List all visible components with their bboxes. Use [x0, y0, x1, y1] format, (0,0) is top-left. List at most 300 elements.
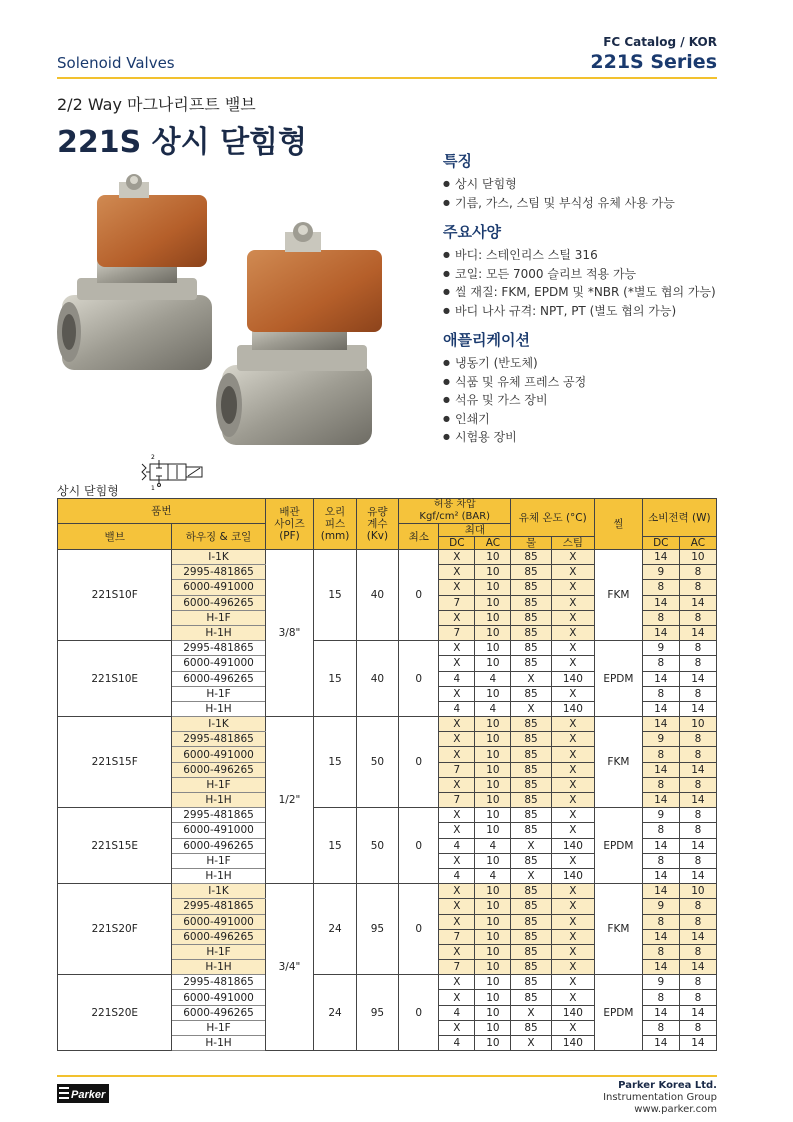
table-cell: 221S20F [58, 884, 172, 975]
table-cell: X [551, 884, 594, 899]
table-cell: X [551, 808, 594, 823]
table-cell: X [551, 641, 594, 656]
temp-header: 유체 온도 (°C) [511, 499, 595, 537]
table-cell: 14 [679, 960, 716, 975]
table-cell: X [551, 944, 594, 959]
table-cell: X [439, 641, 475, 656]
table-row [58, 641, 717, 656]
table-cell: 9 [642, 899, 679, 914]
table-cell: X [551, 899, 594, 914]
valve-symbol-icon [140, 450, 210, 492]
table-cell: 8 [642, 656, 679, 671]
spec-table [57, 498, 717, 1051]
table-cell: 10 [475, 656, 511, 671]
list-item: ● 코일: 모든 7000 슬리브 적용 가능 [443, 266, 743, 285]
table-cell: 8 [679, 732, 716, 747]
footer-divider [57, 1075, 717, 1077]
seal-header: 씰 [595, 499, 643, 550]
pressure-header: 허용 차압 Kgf/cm² (BAR) [399, 499, 511, 524]
table-cell: 40 [356, 550, 398, 641]
table-cell: 4 [439, 868, 475, 883]
list-item: ● 시험용 장비 [443, 429, 743, 448]
table-cell: 10 [475, 747, 511, 762]
table-cell: 85 [511, 960, 551, 975]
table-cell: 8 [642, 853, 679, 868]
table-cell: 0 [399, 884, 439, 975]
list-item: ● 식품 및 유체 프레스 공정 [443, 374, 743, 393]
table-cell: X [439, 610, 475, 625]
svg-text:Parker: Parker [71, 1089, 106, 1101]
table-cell: H-1H [172, 960, 265, 975]
table-cell: 85 [511, 641, 551, 656]
table-row [58, 717, 717, 732]
table-cell: 10 [679, 717, 716, 732]
table-cell: 15 [314, 808, 356, 884]
port-2-label: 2 [151, 454, 155, 461]
table-cell: H-1F [172, 853, 265, 868]
orifice-header: 오리 피스 (mm) [314, 499, 356, 550]
table-cell: X [551, 732, 594, 747]
table-cell: 85 [511, 595, 551, 610]
table-cell: 7 [439, 595, 475, 610]
table-cell: X [551, 656, 594, 671]
table-cell: 6000-496265 [172, 1005, 265, 1020]
table-cell: 10 [475, 1036, 511, 1051]
table-cell: H-1H [172, 868, 265, 883]
power-ac-header: AC [679, 537, 716, 550]
table-cell: 14 [642, 1036, 679, 1051]
table-cell: 2995-481865 [172, 641, 265, 656]
table-cell: EPDM [595, 808, 643, 884]
table-cell: FKM [595, 884, 643, 975]
table-cell: 10 [475, 944, 511, 959]
table-cell: FKM [595, 717, 643, 808]
table-cell: 14 [642, 717, 679, 732]
table-cell: 2995-481865 [172, 808, 265, 823]
table-cell: 8 [679, 990, 716, 1005]
table-cell: 14 [642, 960, 679, 975]
table-cell: 2995-481865 [172, 565, 265, 580]
table-cell: X [551, 595, 594, 610]
table-cell: 85 [511, 762, 551, 777]
table-cell: 15 [314, 717, 356, 808]
table-cell: 6000-491000 [172, 656, 265, 671]
table-cell: 10 [475, 884, 511, 899]
table-cell: 140 [551, 671, 594, 686]
table-cell: 8 [642, 1020, 679, 1035]
table-cell: 0 [399, 808, 439, 884]
table-cell: X [439, 550, 475, 565]
table-cell: X [551, 975, 594, 990]
list-item: ● 씰 재질: FKM, EPDM 및 *NBR (*별도 협의 가능) [443, 284, 743, 303]
table-cell: X [511, 671, 551, 686]
table-cell: I-1K [172, 717, 265, 732]
table-cell: 95 [356, 975, 398, 1051]
table-cell: 85 [511, 610, 551, 625]
table-cell: FKM [595, 550, 643, 641]
table-cell: 14 [642, 884, 679, 899]
table-cell: 10 [679, 884, 716, 899]
table-cell: 10 [475, 1005, 511, 1020]
table-cell: 10 [475, 960, 511, 975]
list-item: ● 상시 닫힘형 [443, 176, 743, 195]
table-cell: 3/8" [265, 550, 314, 717]
table-cell: 6000-491000 [172, 747, 265, 762]
table-cell: 6000-491000 [172, 914, 265, 929]
table-cell: 8 [679, 610, 716, 625]
table-cell: H-1H [172, 793, 265, 808]
table-cell: 8 [642, 990, 679, 1005]
table-cell: 14 [679, 762, 716, 777]
table-cell: 85 [511, 914, 551, 929]
table-cell: 10 [475, 717, 511, 732]
table-cell: 14 [679, 868, 716, 883]
table-cell: 4 [439, 838, 475, 853]
table-cell: 3/4" [265, 884, 314, 1051]
table-cell: 85 [511, 990, 551, 1005]
table-cell: 10 [679, 550, 716, 565]
table-cell: 8 [642, 823, 679, 838]
table-cell: X [551, 717, 594, 732]
table-cell: 10 [475, 990, 511, 1005]
table-cell: H-1F [172, 944, 265, 959]
table-cell: X [511, 868, 551, 883]
table-cell: 8 [679, 914, 716, 929]
table-cell: 6000-496265 [172, 762, 265, 777]
table-cell: 9 [642, 808, 679, 823]
table-cell: 4 [439, 701, 475, 716]
water-header: 물 [511, 537, 551, 550]
steam-header: 스팀 [551, 537, 594, 550]
table-cell: 40 [356, 641, 398, 717]
table-cell: X [439, 823, 475, 838]
table-cell: 7 [439, 929, 475, 944]
table-cell: 14 [679, 1005, 716, 1020]
table-cell: 10 [475, 823, 511, 838]
table-cell: 85 [511, 777, 551, 792]
table-cell: 14 [642, 838, 679, 853]
table-cell: 6000-496265 [172, 671, 265, 686]
table-cell: 8 [679, 808, 716, 823]
table-cell: 85 [511, 823, 551, 838]
table-cell: 15 [314, 550, 356, 641]
table-cell: X [439, 580, 475, 595]
features-heading: 특징 [443, 152, 472, 170]
table-cell: 8 [679, 823, 716, 838]
list-item: ● 석유 및 가스 장비 [443, 392, 743, 411]
table-cell: 10 [475, 914, 511, 929]
table-cell: 10 [475, 793, 511, 808]
table-cell: 140 [551, 868, 594, 883]
table-cell: X [439, 944, 475, 959]
features-list [443, 176, 743, 213]
table-cell: 85 [511, 717, 551, 732]
table-cell: X [551, 914, 594, 929]
table-cell: 0 [399, 975, 439, 1051]
table-cell: X [551, 1020, 594, 1035]
table-row [58, 884, 717, 899]
table-cell: 6000-491000 [172, 990, 265, 1005]
table-cell: X [511, 701, 551, 716]
table-cell: 6000-496265 [172, 929, 265, 944]
table-cell: X [551, 565, 594, 580]
group-name: Instrumentation Group [603, 1092, 717, 1103]
table-cell: 10 [475, 929, 511, 944]
table-cell: 14 [679, 793, 716, 808]
parker-logo [57, 1084, 109, 1103]
table-cell: 14 [642, 595, 679, 610]
table-cell: 10 [475, 853, 511, 868]
front-valve [216, 222, 382, 445]
table-cell: 50 [356, 717, 398, 808]
table-cell: 85 [511, 686, 551, 701]
table-cell: 8 [679, 747, 716, 762]
table-cell: X [439, 747, 475, 762]
rear-valve [57, 174, 212, 370]
table-cell: 221S15F [58, 717, 172, 808]
table-cell: X [439, 884, 475, 899]
table-cell: X [551, 929, 594, 944]
table-cell: 10 [475, 610, 511, 625]
table-cell: 14 [642, 868, 679, 883]
table-cell: 4 [475, 838, 511, 853]
table-cell: 8 [642, 914, 679, 929]
table-cell: X [439, 853, 475, 868]
table-cell: 85 [511, 929, 551, 944]
table-cell: X [439, 899, 475, 914]
table-cell: X [439, 717, 475, 732]
table-cell: 14 [642, 550, 679, 565]
applications-heading: 애플리케이션 [443, 331, 530, 349]
table-cell: 14 [642, 625, 679, 640]
table-cell: X [551, 625, 594, 640]
max-dc-header: DC [439, 537, 475, 550]
table-cell: 221S10F [58, 550, 172, 641]
page-subtitle: 2/2 Way 마그나리프트 밸브 [57, 95, 256, 114]
valve-header: 밸브 [58, 524, 172, 550]
table-cell: 85 [511, 899, 551, 914]
table-cell: X [551, 793, 594, 808]
specs-list [443, 247, 743, 321]
table-cell: 14 [642, 793, 679, 808]
table-cell: H-1H [172, 701, 265, 716]
footer-contact [603, 1080, 717, 1116]
list-item: ● 냉동기 (반도체) [443, 355, 743, 374]
series-label: 221S Series [590, 51, 717, 73]
table-cell: 140 [551, 838, 594, 853]
table-cell: 85 [511, 944, 551, 959]
table-cell: 7 [439, 762, 475, 777]
table-cell: X [439, 975, 475, 990]
table-cell: X [551, 777, 594, 792]
port-1-label: 1 [151, 485, 155, 492]
applications-list [443, 355, 743, 448]
max-header: 최대 [439, 524, 511, 537]
table-cell: X [551, 762, 594, 777]
table-cell: 14 [679, 671, 716, 686]
table-cell: 85 [511, 625, 551, 640]
table-cell: 85 [511, 580, 551, 595]
list-item: ● 바디: 스테인리스 스틸 316 [443, 247, 743, 266]
table-cell: 85 [511, 808, 551, 823]
table-cell: 221S15E [58, 808, 172, 884]
power-header: 소비전력 (W) [642, 499, 716, 537]
table-cell: 2995-481865 [172, 732, 265, 747]
table-cell: 4 [439, 1005, 475, 1020]
table-cell: 14 [679, 625, 716, 640]
table-cell: 8 [679, 580, 716, 595]
table-cell: 10 [475, 565, 511, 580]
table-cell: 8 [679, 565, 716, 580]
table-cell: 8 [679, 853, 716, 868]
table-cell: X [439, 565, 475, 580]
table-cell: 8 [679, 975, 716, 990]
table-cell: 10 [475, 641, 511, 656]
table-cell: 85 [511, 656, 551, 671]
table-cell: X [439, 656, 475, 671]
table-cell: 4 [475, 701, 511, 716]
table-cell: 221S20E [58, 975, 172, 1051]
table-cell: EPDM [595, 975, 643, 1051]
catalog-label: FC Catalog / KOR [603, 35, 717, 49]
table-cell: 8 [642, 610, 679, 625]
table-cell: 4 [439, 1036, 475, 1051]
list-item: ● 기름, 가스, 스팀 및 부식성 유체 사용 가능 [443, 195, 743, 214]
table-cell: 85 [511, 565, 551, 580]
table-cell: 14 [679, 929, 716, 944]
table-cell: X [439, 1020, 475, 1035]
table-cell: 9 [642, 975, 679, 990]
partno-header: 품번 [58, 499, 266, 524]
table-cell: 6000-491000 [172, 580, 265, 595]
table-cell: 10 [475, 808, 511, 823]
table-cell: 221S10E [58, 641, 172, 717]
table-cell: 140 [551, 1005, 594, 1020]
table-cell: X [551, 580, 594, 595]
table-cell: X [511, 1036, 551, 1051]
table-cell: X [551, 550, 594, 565]
table-cell: X [439, 686, 475, 701]
table-cell: X [551, 747, 594, 762]
table-cell: 10 [475, 595, 511, 610]
table-cell: H-1F [172, 1020, 265, 1035]
table-cell: X [439, 732, 475, 747]
company-name: Parker Korea Ltd. [618, 1080, 717, 1091]
table-cell: 8 [679, 686, 716, 701]
table-cell: X [511, 1005, 551, 1020]
table-cell: X [439, 777, 475, 792]
table-cell: EPDM [595, 641, 643, 717]
table-cell: X [551, 960, 594, 975]
table-cell: 10 [475, 762, 511, 777]
power-dc-header: DC [642, 537, 679, 550]
table-cell: 0 [399, 717, 439, 808]
table-cell: 85 [511, 732, 551, 747]
list-item: ● 인쇄기 [443, 411, 743, 430]
table-cell: 8 [642, 686, 679, 701]
table-cell: 10 [475, 580, 511, 595]
flow-header: 유량 계수 (Kv) [356, 499, 398, 550]
table-cell: 85 [511, 975, 551, 990]
table-cell: X [551, 823, 594, 838]
table-cell: X [439, 914, 475, 929]
table-row [58, 550, 717, 565]
table-cell: 10 [475, 732, 511, 747]
table-cell: X [551, 686, 594, 701]
website: www.parker.com [634, 1104, 717, 1115]
table-cell: H-1H [172, 625, 265, 640]
table-cell: 14 [642, 701, 679, 716]
features-panel [443, 150, 743, 456]
table-cell: 24 [314, 884, 356, 975]
table-cell: 6000-491000 [172, 823, 265, 838]
table-cell: 95 [356, 884, 398, 975]
table-cell: 14 [642, 929, 679, 944]
table-cell: 4 [475, 671, 511, 686]
table-cell: 9 [642, 641, 679, 656]
table-cell: H-1F [172, 686, 265, 701]
table-cell: 15 [314, 641, 356, 717]
table-cell: H-1H [172, 1036, 265, 1051]
table-cell: 9 [642, 565, 679, 580]
table-cell: 8 [679, 656, 716, 671]
table-cell: 8 [679, 641, 716, 656]
table-cell: 85 [511, 853, 551, 868]
table-cell: 6000-496265 [172, 838, 265, 853]
pipe-size-header: 배관 사이즈 (PF) [265, 499, 314, 550]
table-cell: 6000-496265 [172, 595, 265, 610]
table-cell: X [439, 808, 475, 823]
table-cell: X [551, 990, 594, 1005]
header-divider [57, 77, 717, 79]
table-cell: H-1F [172, 777, 265, 792]
table-cell: 8 [642, 777, 679, 792]
max-ac-header: AC [475, 537, 511, 550]
table-cell: 14 [642, 762, 679, 777]
table-cell: 10 [475, 686, 511, 701]
section-label: Solenoid Valves [57, 54, 175, 72]
table-cell: I-1K [172, 884, 265, 899]
table-cell: 8 [642, 580, 679, 595]
table-cell: 0 [399, 641, 439, 717]
table-cell: 4 [439, 671, 475, 686]
table-cell: 8 [642, 747, 679, 762]
table-cell: 8 [642, 944, 679, 959]
table-cell: 7 [439, 625, 475, 640]
table-cell: 140 [551, 1036, 594, 1051]
table-cell: 14 [679, 595, 716, 610]
table-cell: 85 [511, 550, 551, 565]
page-title: 221S 상시 닫힘형 [57, 125, 308, 160]
valve-photo [57, 160, 427, 455]
table-cell: 8 [679, 899, 716, 914]
table-cell: 85 [511, 793, 551, 808]
table-cell: 10 [475, 975, 511, 990]
table-cell: X [551, 610, 594, 625]
list-item: ● 바디 나사 규격: NPT, PT (별도 협의 가능) [443, 303, 743, 322]
table-cell: 14 [642, 1005, 679, 1020]
table-cell: 2995-481865 [172, 975, 265, 990]
specs-heading: 주요사양 [443, 223, 501, 241]
table-cell: 8 [679, 777, 716, 792]
table-cell: 50 [356, 808, 398, 884]
table-cell: 2995-481865 [172, 899, 265, 914]
table-cell: I-1K [172, 550, 265, 565]
table-cell: 0 [399, 550, 439, 641]
table-cell: 140 [551, 701, 594, 716]
table-cell: 10 [475, 1020, 511, 1035]
table-row [58, 808, 717, 823]
